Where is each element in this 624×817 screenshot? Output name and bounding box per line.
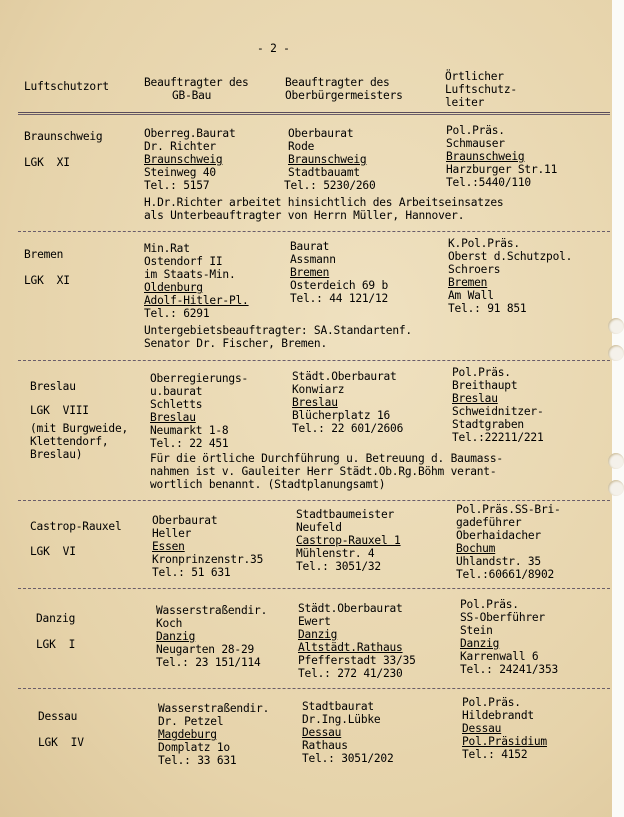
ob-line: Ewert [298, 615, 331, 628]
ls-line: Pol.Präs. [446, 124, 505, 137]
note-line: Senator Dr. Fischer, Bremen. [144, 337, 327, 350]
ob-city: Bremen [290, 266, 330, 279]
gb-line: Ostendorf II [144, 255, 223, 268]
ls-line: SS-Oberführer [460, 611, 545, 624]
place-name: Castrop-Rauxel [30, 520, 122, 533]
ls-line: Tel.:60661/8902 [456, 568, 555, 581]
ob-line: Mühlenstr. 4 [296, 547, 375, 560]
ob-line: Tel.: 272 41/230 [298, 667, 403, 680]
place-name: Danzig [36, 612, 76, 625]
ls-line: Tel.: 24241/353 [460, 663, 559, 676]
note-line: Untergebietsbeauftragter: SA.Standartenf. [144, 324, 412, 337]
ob-line: Neufeld [296, 521, 342, 534]
place-note: Breslau) [30, 448, 83, 461]
gb-city: Braunschweig [144, 153, 223, 166]
row-divider [18, 231, 610, 232]
gb-line: Dr. Petzel [158, 715, 224, 728]
gb-city: Danzig [156, 630, 196, 643]
place-lgk: LGK XI [24, 156, 70, 169]
place-lgk: LGK VI [30, 545, 76, 558]
ob-line: Baurat [290, 240, 330, 253]
header-ls-line1: Örtlicher [445, 70, 504, 83]
row-divider [18, 688, 610, 689]
place-note: Klettendorf, [30, 435, 109, 448]
ob-line: Tel.: 5230/260 [284, 179, 376, 192]
ob-line: Pfefferstadt 33/35 [298, 654, 416, 667]
note-line: Für die örtliche Durchführung u. Betreuung d. Baumass- [150, 452, 503, 465]
punch-hole [608, 318, 624, 334]
row-divider [18, 588, 610, 589]
ls-line: Pol.Präsidium [462, 735, 547, 748]
page-number: - 2 - [257, 42, 290, 55]
ls-line: Schweidnitzer- [452, 405, 544, 418]
ob-line: Städt.Oberbaurat [298, 602, 403, 615]
ob-line: Tel.: 22 601/2606 [292, 422, 404, 435]
ls-line: Tel.: 91 851 [448, 302, 527, 315]
header-ob-line1: Beauftragter des [285, 76, 390, 89]
ls-line: Stadtgraben [452, 418, 524, 431]
ob-line: Altstädt.Rathaus [298, 641, 403, 654]
gb-line: Tel.: 5157 [144, 179, 210, 192]
gb-line: Neumarkt 1-8 [150, 424, 229, 437]
ob-line: Dr.Ing.Lübke [302, 713, 381, 726]
gb-line: Adolf-Hitler-Pl. [144, 294, 249, 307]
place-name: Breslau [30, 380, 76, 393]
ls-line: Breithaupt [452, 379, 518, 392]
note-line: nahmen ist v. Gauleiter Herr Städt.Ob.Rg.Böhm verant- [150, 465, 497, 478]
ls-line: Tel.:22211/221 [452, 431, 544, 444]
gb-line: Neugarten 28-29 [156, 643, 255, 656]
ls-city: Braunschweig [446, 150, 525, 163]
gb-line: Oberbaurat [152, 514, 218, 527]
gb-city: Essen [152, 540, 185, 553]
place-note: (mit Burgweide, [30, 422, 129, 435]
header-divider [18, 112, 610, 115]
gb-city: Magdeburg [158, 728, 217, 741]
place-name: Bremen [24, 248, 64, 261]
ls-line: Pol.Präs. [460, 598, 519, 611]
ob-line: Assmann [290, 253, 336, 266]
place-lgk: LGK I [36, 638, 76, 651]
ls-line: Oberhaidacher [456, 529, 541, 542]
gb-line: Heller [152, 527, 192, 540]
place-lgk: LGK VIII [30, 404, 89, 417]
gb-line: Tel.: 33 631 [158, 754, 237, 767]
place-name: Braunschweig [24, 130, 103, 143]
scan-edge [612, 0, 624, 817]
ls-line: gadeführer [456, 516, 522, 529]
note-line: als Unterbeauftragter von Herrn Müller, Hannover. [144, 209, 465, 222]
ls-line: Schmauser [446, 137, 505, 150]
ls-line: Tel.: 4152 [462, 748, 528, 761]
header-ob-line2: Oberbürgermeisters [285, 89, 403, 102]
ls-line: Harzburger Str.11 [446, 163, 558, 176]
ob-city: Breslau [292, 396, 338, 409]
gb-line: im Staats-Min. [144, 268, 236, 281]
gb-line: Tel.: 22 451 [150, 437, 229, 450]
ob-line: Stadtbaurat [302, 700, 374, 713]
ob-line: Tel.: 3051/202 [302, 752, 394, 765]
ls-line: Tel.:5440/110 [446, 176, 531, 189]
ob-city: Dessau [302, 726, 342, 739]
ls-line: Pol.Präs. [452, 366, 511, 379]
gb-line: Schletts [150, 398, 203, 411]
ls-line: Pol.Präs. [462, 696, 521, 709]
header-gb-line2: GB-Bau [172, 89, 212, 102]
gb-line: Tel.: 51 631 [152, 566, 231, 579]
ob-line: Tel.: 3051/32 [296, 560, 381, 573]
ls-city: Dessau [462, 722, 502, 735]
punch-hole [608, 453, 624, 469]
ls-line: Hildebrandt [462, 709, 534, 722]
gb-line: Tel.: 6291 [144, 307, 210, 320]
ls-line: Oberst d.Schutzpol. [448, 250, 573, 263]
gb-line: Steinweg 40 [144, 166, 216, 179]
place-name: Dessau [38, 710, 78, 723]
punch-hole [608, 480, 624, 496]
gb-line: Wasserstraßendir. [158, 702, 270, 715]
gb-line: Tel.: 23 151/114 [156, 656, 261, 669]
ob-city: Braunschweig [288, 153, 367, 166]
ob-line: Blücherplatz 16 [292, 409, 391, 422]
ls-city: Danzig [460, 637, 500, 650]
ob-city: Castrop-Rauxel 1 [296, 534, 401, 547]
gb-line: Oberregierungs- [150, 372, 249, 385]
ls-line: K.Pol.Präs. [448, 237, 520, 250]
ls-city: Bremen [448, 276, 488, 289]
note-line: H.Dr.Richter arbeitet hinsichtlich des Arbeitseinsatzes [144, 196, 504, 209]
ob-line: Tel.: 44 121/12 [290, 292, 389, 305]
place-lgk: LGK XI [24, 274, 70, 287]
ob-line: Rode [288, 140, 315, 153]
ls-line: Uhlandstr. 35 [456, 555, 541, 568]
ob-line: Rathaus [302, 739, 348, 752]
ls-line: Karrenwall 6 [460, 650, 539, 663]
header-gb-line1: Beauftragter des [144, 76, 249, 89]
note-line: wortlich benannt. (Stadtplanungsamt) [150, 478, 386, 491]
gb-line: Oberreg.Baurat [144, 127, 236, 140]
ob-line: Osterdeich 69 b [290, 279, 389, 292]
gb-line: Kronprinzenstr.35 [152, 553, 264, 566]
header-ls-line2: Luftschutz- [445, 83, 517, 96]
gb-line: Domplatz 1o [158, 741, 230, 754]
ls-line: Schroers [448, 263, 501, 276]
ls-city: Bochum [456, 542, 496, 555]
ob-line: Städt.Oberbaurat [292, 370, 397, 383]
row-divider [18, 500, 610, 501]
row-divider [18, 360, 610, 361]
gb-line: u.baurat [150, 385, 203, 398]
header-ls-line3: leiter [445, 96, 485, 109]
gb-city: Oldenburg [144, 281, 203, 294]
gb-city: Breslau [150, 411, 196, 424]
ob-line: Oberbaurat [288, 127, 354, 140]
ls-line: Pol.Präs.SS-Bri- [456, 503, 561, 516]
ob-line: Stadtbauamt [288, 166, 360, 179]
header-luftschutzort: Luftschutzort [24, 80, 109, 93]
ls-line: Am Wall [448, 289, 494, 302]
ob-line: Konwiarz [292, 383, 345, 396]
place-lgk: LGK IV [38, 736, 84, 749]
ls-line: Stein [460, 624, 493, 637]
gb-line: Min.Rat [144, 242, 190, 255]
ob-line: Stadtbaumeister [296, 508, 395, 521]
ob-city: Danzig [298, 628, 338, 641]
gb-line: Koch [156, 617, 183, 630]
gb-line: Wasserstraßendir. [156, 604, 268, 617]
gb-line: Dr. Richter [144, 140, 216, 153]
ls-city: Breslau [452, 392, 498, 405]
punch-hole [608, 345, 624, 361]
